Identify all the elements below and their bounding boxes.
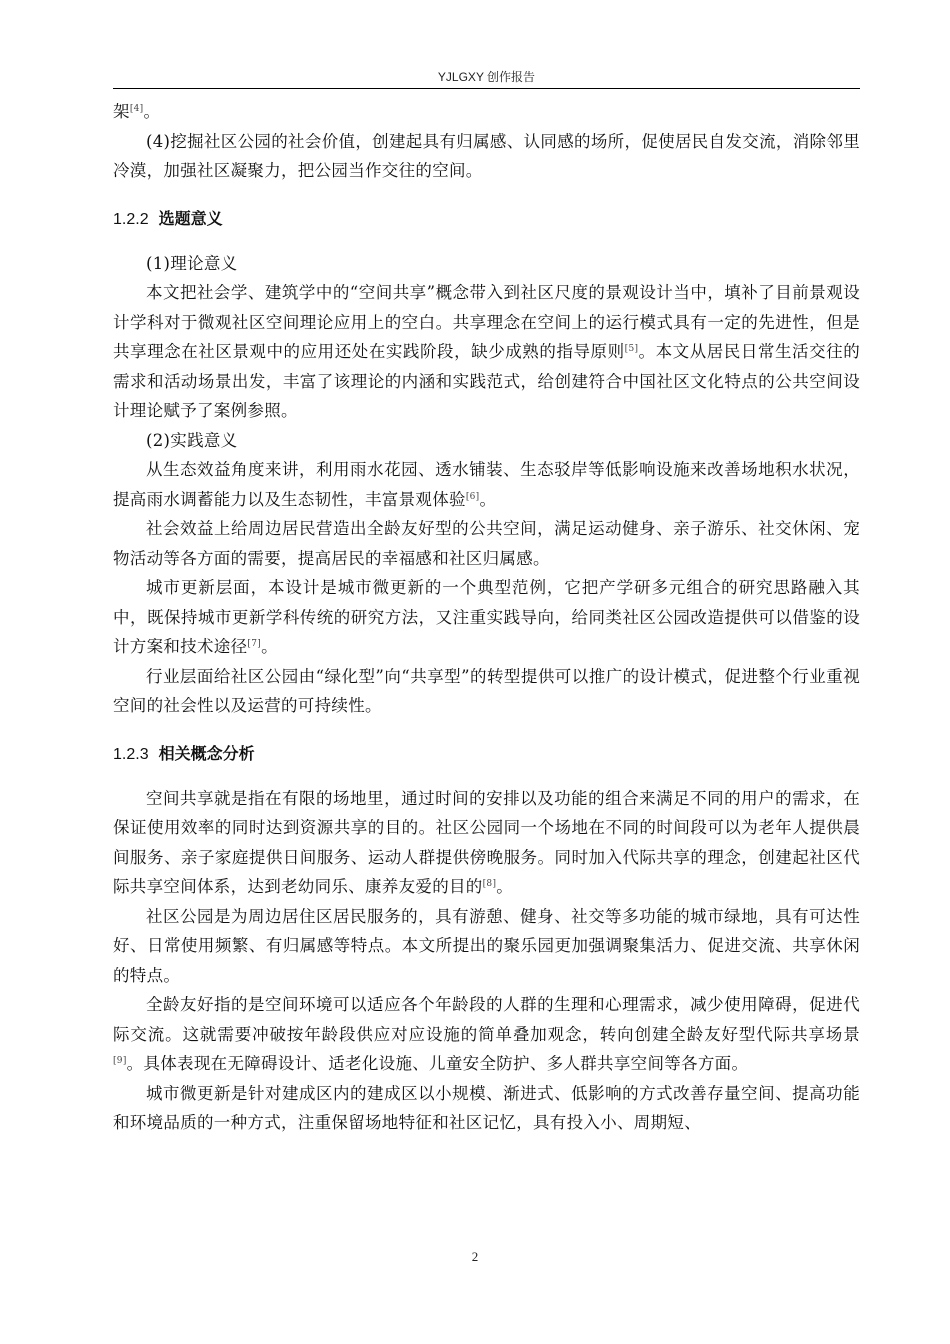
paragraph: 城市更新层面，本设计是城市微更新的一个典型范例，它把产学研多元组合的研究思路融入其中，既保持城市更新学科传统的研究方法，又注重实践导向，给同类社区公园改造提供可以借鉴的设计方案和技术途径[7]。 (113, 578, 860, 656)
paragraph: 行业层面给社区公园由“绿化型”向“共享型”的转型提供可以推广的设计模式，促进整个行业重视空间的社会性以及运营的可持续性。 (113, 666, 860, 715)
section-number: 1.2.2 (113, 210, 149, 228)
paragraph: 全龄友好指的是空间环境可以适应各个年龄段的人群的生理和心理需求，减少使用障碍，促进代际交流。这就需要冲破按年龄段供应对应设施的简单叠加观念，转向创建全龄友好型代际共享场景[9]。具体表现在无障碍设计、适老化设施、儿童安全防护、多人群共享空间等各方面。 (113, 995, 860, 1073)
section-number: 1.2.3 (113, 745, 149, 763)
citation-ref[interactable]: [8] (482, 879, 497, 889)
section-title: 选题意义 (158, 208, 223, 228)
paragraph: 从生态效益角度来讲，利用雨水花园、透水铺装、生态驳岸等低影响设施来改善场地积水状况，提高雨水调蓄能力以及生态韧性，丰富景观体验[6]。 (113, 460, 860, 509)
section-title: 相关概念分析 (158, 743, 255, 763)
section-heading (113, 739, 860, 770)
citation-ref[interactable]: [7] (247, 639, 262, 649)
header-rule (113, 88, 860, 89)
section-heading (113, 204, 860, 235)
citation-ref[interactable]: [4] (129, 104, 144, 114)
paragraph: 社区公园是为周边居住区居民服务的，具有游憩、健身、社交等多功能的城市绿地，具有可达性好、日常使用频繁、有归属感等特点。本文所提出的聚乐园更加强调聚集活力、促进交流、共享休闲的特点。 (113, 906, 860, 985)
paragraph: (4)挖掘社区公园的社会价值，创建起具有归属感、认同感的场所，促使居民自发交流，消除邻里冷漠，加强社区凝聚力，把公园当作交往的空间。 (113, 131, 860, 180)
document-body (113, 97, 860, 1138)
citation-ref[interactable]: [9] (113, 1056, 127, 1066)
page-number: 2 (471, 1249, 479, 1264)
subheading: (1)理论意义 (146, 253, 238, 273)
paragraph: 空间共享就是指在有限的场地里，通过时间的安排以及功能的组合来满足不同的用户的需求，在保证使用效率的同时达到资源共享的目的。社区公园同一个场地在不同的时间段可以为老年人提供晨间服务、亲子家庭提供日间服务、运动人群提供傍晚服务。同时加入代际共享的理念，创建起社区代际共享空间体系，达到老幼同乐、康养友爱的目的[8]。 (113, 788, 860, 896)
page-header: YJLGXY 创作报告 (437, 70, 536, 84)
citation-ref[interactable]: [6] (465, 491, 480, 502)
paragraph: 城市微更新是针对建成区内的建成区以小规模、渐进式、低影响的方式改善存量空间、提高功能和环境品质的一种方式，注重保留场地特征和社区记忆，具有投入小、周期短、 (113, 1083, 860, 1132)
paragraph: 本文把社会学、建筑学中的“空间共享”概念带入到社区尺度的景观设计当中，填补了目前景观设计学科对于微观社区空间理论应用上的空白。共享理念在空间上的运行模式具有一定的先进性，但是共享理念在社区景观中的应用还处在实践阶段，缺少成熟的指导原则[5]。本文从居民日常生活交往的需求和活动场景出发，丰富了该理论的内涵和实践范式，给创建符合中国社区文化特点的公共空间设计理论赋予了案例参照。 (113, 283, 861, 420)
subheading: (2)实践意义 (146, 430, 238, 450)
paragraph-continued: 架[4]。 (113, 102, 161, 121)
paragraph: 社会效益上给周边居民营造出全龄友好型的公共空间，满足运动健身、亲子游乐、社交休闲、宠物活动等各方面的需要，提高居民的幸福感和社区归属感。 (113, 519, 860, 568)
citation-ref[interactable]: [5] (624, 344, 639, 354)
